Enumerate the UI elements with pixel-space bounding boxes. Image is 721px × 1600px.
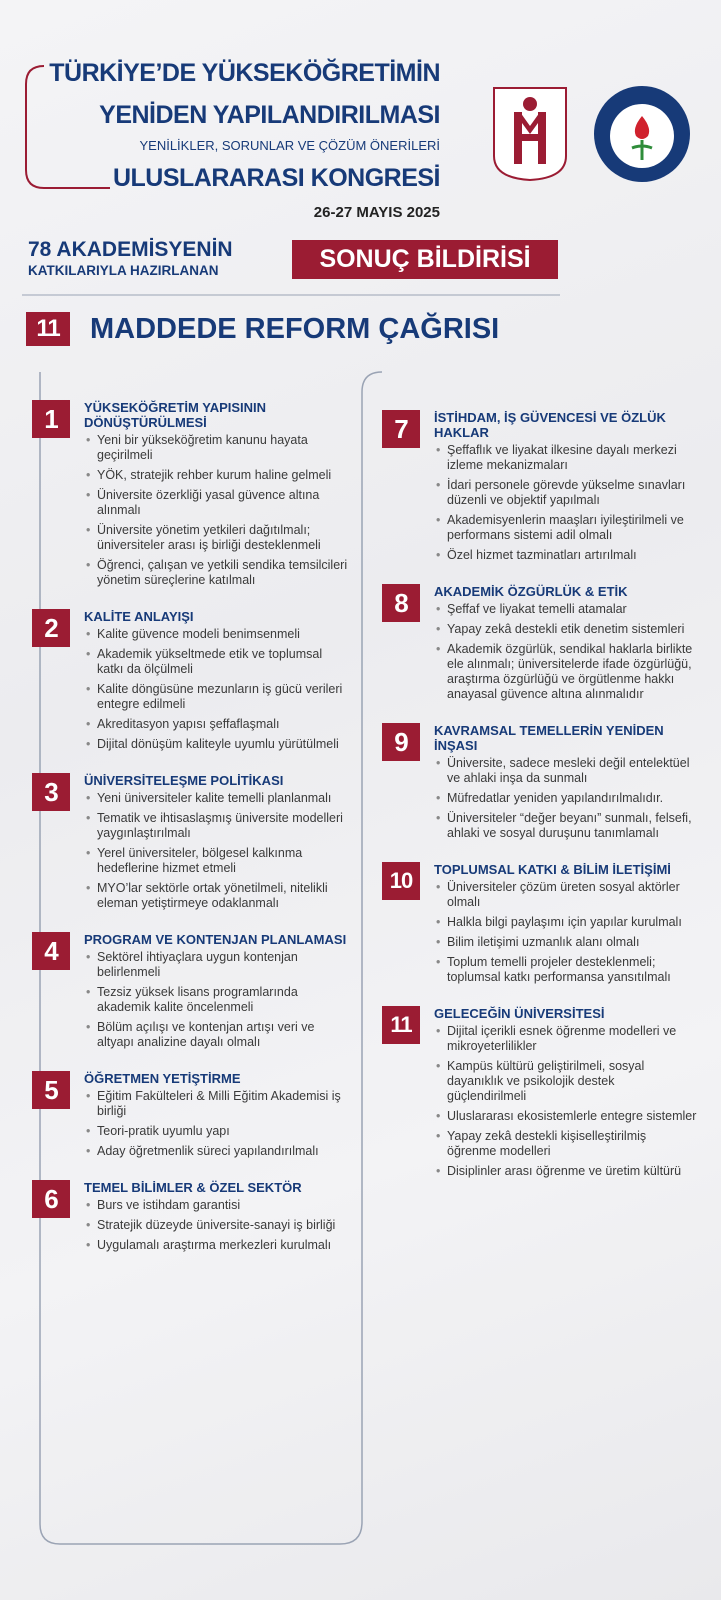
section-7 [382,410,697,568]
list-item: • Yeni bir yükseköğretim kanunu hayata geçirilmeli [84,433,350,463]
section-11-title: GELECEĞİN ÜNİVERSİTESİ [434,1006,605,1021]
section-11 [382,1006,697,1184]
section-2 [32,609,350,757]
section-8 [382,584,697,707]
headline-number: 11 [26,312,70,346]
list-item: • Müfredatlar yeniden yapılandırılmalıdır. [434,791,697,806]
left-column [32,400,350,1274]
title-line-2: YENİDEN YAPILANDIRILMASI [99,101,440,129]
section-8-title: AKADEMİK ÖZGÜRLÜK & ETİK [434,584,628,599]
list-item: • Akademik yükseltmede etik ve toplumsal katkı da ölçülmeli [84,647,350,677]
banner-line-2: KATKILARIYLA HAZIRLANAN [28,263,219,278]
section-8-number: 8 [382,584,420,622]
section-3-title: ÜNİVERSİTELEŞME POLİTİKASI [84,773,284,788]
list-item: • Halkla bilgi paylaşımı için yapılar kurulmalı [434,915,697,930]
list-item: • Kalite güvence modeli benimsenmeli [84,627,350,642]
list-item: • Üniversite, sadece mesleki değil entelektüel ve ahlaki inşa da sunmalı [434,756,697,786]
list-item: • Üniversite özerkliği yasal güvence altına alınmalı [84,488,350,518]
list-item: • İdari personele görevde yükselme sınavları düzenli ve objektif yapılmalı [434,478,697,508]
list-item: • Kalite döngüsüne mezunların iş gücü verileri entegre edilmeli [84,682,350,712]
list-item: • Disiplinler arası öğrenme ve üretim kültürü [434,1164,697,1179]
section-4-title: PROGRAM VE KONTENJAN PLANLAMASI [84,932,347,947]
list-item: • Dijital dönüşüm kaliteyle uyumlu yürütülmeli [84,737,350,752]
section-1 [32,400,350,593]
list-item: • Yapay zekâ destekli etik denetim sistemleri [434,622,697,637]
list-item: • Uygulamalı araştırma merkezleri kurulmalı [84,1238,350,1253]
list-item: • Aday öğretmenlik süreci yapılandırılmalı [84,1144,350,1159]
section-6-number: 6 [32,1180,70,1218]
list-item: • Bilim iletişimi uzmanlık alanı olmalı [434,935,697,950]
list-item: • MYO’lar sektörle ortak yönetilmeli, nitelikli eleman yetiştirmeye odaklanmalı [84,881,350,911]
list-item: • Kampüs kültürü geliştirilmeli, sosyal dayanıklık ve psikolojik destek güçlendirilmeli [434,1059,697,1104]
list-item: • Akademisyenlerin maaşları iyileştirilmeli ve performans sistemi adil olmalı [434,513,697,543]
section-4-number: 4 [32,932,70,970]
title-line-1: TÜRKİYE’DE YÜKSEKÖĞRETİMİN [49,59,440,87]
section-5-title: ÖĞRETMEN YETİŞTİRME [84,1071,241,1086]
list-item: • Bölüm açılışı ve kontenjan artışı veri ve altyapı analizine dayalı olmalı [84,1020,350,1050]
list-item: • Tematik ve ihtisaslaşmış üniversite modelleri yaygınlaştırılmalı [84,811,350,841]
section-10-number: 10 [382,862,420,900]
section-7-title: İSTİHDAM, İŞ GÜVENCESİ VE ÖZLÜK HAKLAR [434,410,666,440]
section-5-number: 5 [32,1071,70,1109]
list-item: • Toplum temelli projeler desteklenmeli; toplumsal katkı performansa yansıtılmalı [434,955,697,985]
list-item: • Dijital içerikli esnek öğrenme modelleri ve mikroyeterlilikler [434,1024,697,1054]
section-1-number: 1 [32,400,70,438]
list-item: • YÖK, stratejik rehber kurum haline gelmeli [84,468,350,483]
list-item: • Üniversiteler çözüm üreten sosyal aktörler olmalı [434,880,697,910]
list-item: • Akreditasyon yapısı şeffaflaşmalı [84,717,350,732]
list-item: • Akademik özgürlük, sendikal haklarla birlikte ele alınmalı; üniversitelerde ifade özgürlüğü, araştırma özgürlüğü ve örgütlenme hakkı anayasal güvence altına alınmalıdır [434,642,697,702]
section-10-title: TOPLUMSAL KATKI & BİLİM İLETİŞİMİ [434,862,671,877]
event-date: 26-27 MAYIS 2025 [313,204,440,221]
list-item: • Şeffaflık ve liyakat ilkesine dayalı merkezi izleme mekanizmaları [434,443,697,473]
sonuc-bildirisi-badge: SONUÇ BİLDİRİSİ [292,240,558,279]
title-line-3: ULUSLARARASI KONGRESİ [112,164,440,192]
list-item: • Burs ve istihdam garantisi [84,1198,350,1213]
headline-text: MADDEDE REFORM ÇAĞRISI [90,312,500,345]
list-item: • Stratejik düzeyde üniversite-sanayi iş birliği [84,1218,350,1233]
section-3-number: 3 [32,773,70,811]
list-item: • Teori-pratik uyumlu yapı [84,1124,350,1139]
right-column [382,410,697,1200]
section-9-title: KAVRAMSAL TEMELLERİN YENİDEN İNŞASI [434,723,664,753]
section-4 [32,932,350,1055]
section-9-number: 9 [382,723,420,761]
list-item: • Yapay zekâ destekli kişiselleştirilmiş öğrenme modelleri [434,1129,697,1159]
list-item: • Eğitim Fakülteleri & Milli Eğitim Akademisi iş birliği [84,1089,350,1119]
list-item: • Şeffaf ve liyakat temelli atamalar [434,602,697,617]
section-1-title: YÜKSEKÖĞRETİM YAPISININ DÖNÜŞTÜRÜLMESİ [84,400,267,430]
section-10 [382,862,697,990]
list-item: • Üniversiteler “değer beyanı” sunmalı, felsefi, ahlaki ve sosyal duruşunu tanımlamalı [434,811,697,841]
banner-line-1: 78 AKADEMİSYENİN [28,238,233,261]
list-item: • Üniversite yönetim yetkileri dağıtılmalı; üniversiteler arası iş birliği desteklenmeli [84,523,350,553]
section-6 [32,1180,350,1258]
list-item: • Uluslararası ekosistemlerle entegre sistemler [434,1109,697,1124]
section-2-title: KALİTE ANLAYIŞI [84,609,194,624]
section-11-number: 11 [382,1006,420,1044]
list-item: • Tezsiz yüksek lisans programlarında akademik kalite öncelenmeli [84,985,350,1015]
list-item: • Öğrenci, çalışan ve yetkili sendika temsilcileri yönetim süreçlerine katılmalı [84,558,350,588]
subtitle: YENİLİKLER, SORUNLAR VE ÇÖZÜM ÖNERİLERİ [139,138,440,153]
section-3 [32,773,350,916]
section-7-number: 7 [382,410,420,448]
list-item: • Özel hizmet tazminatları artırılmalı [434,548,697,563]
section-6-title: TEMEL BİLİMLER & ÖZEL SEKTÖR [84,1180,302,1195]
list-item: • Yerel üniversiteler, bölgesel kalkınma hedeflerine hizmet etmeli [84,846,350,876]
section-5 [32,1071,350,1164]
section-2-number: 2 [32,609,70,647]
list-item: • Yeni üniversiteler kalite temelli planlanmalı [84,791,350,806]
section-9 [382,723,697,846]
list-item: • Sektörel ihtiyaçlara uygun kontenjan belirlenmeli [84,950,350,980]
